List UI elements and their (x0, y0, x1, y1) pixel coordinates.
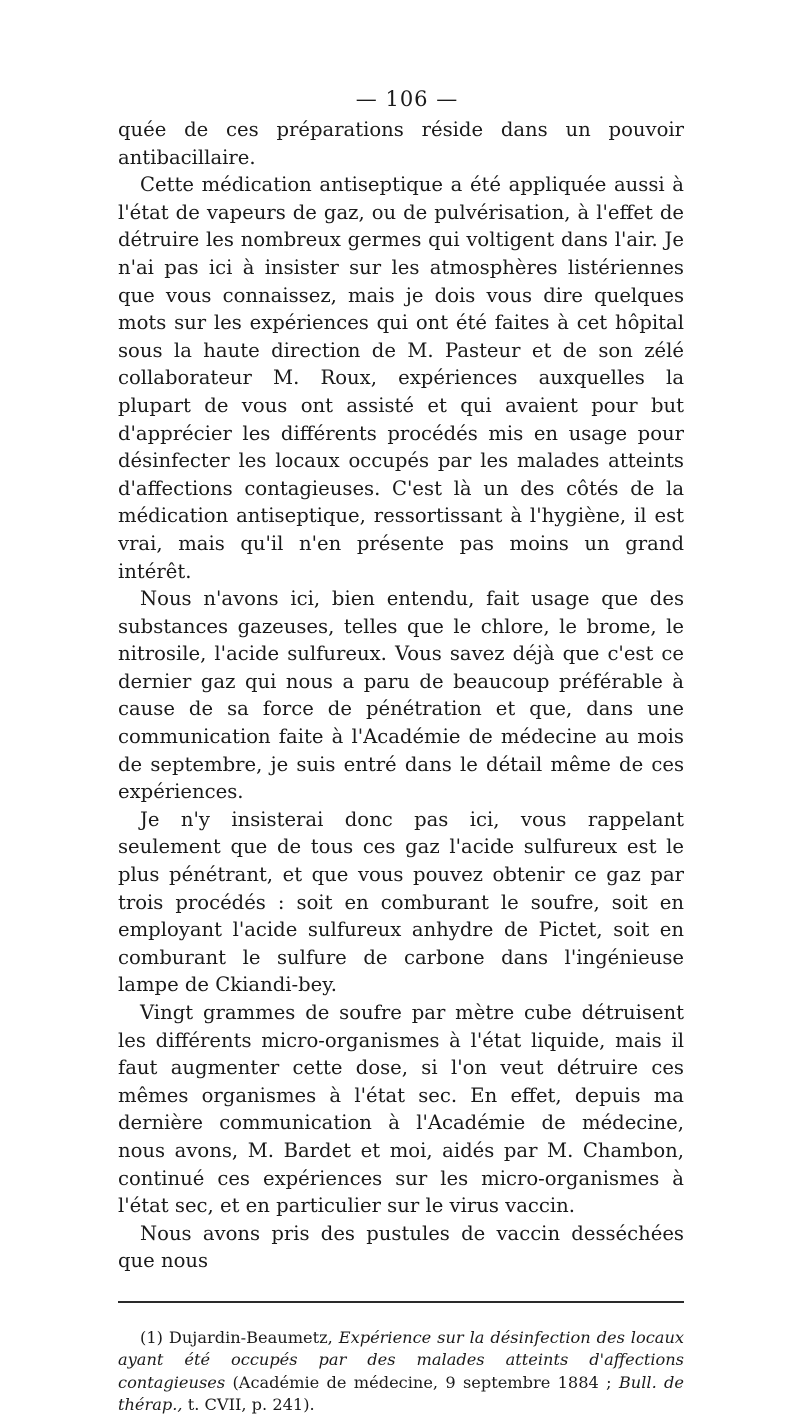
book-page (118, 82, 684, 1417)
footnote (118, 1327, 684, 1417)
paragraph: Cette médication antiseptique a été appliquée aussi à l'état de vapeurs de gaz, ou de pulvérisation, à l'effet de détruire les nombreux germes qui voltigent dans l'air. Je n'ai pas ici à insister sur les atmosphères listériennes que vous connaissez, mais je dois vous dire quelques mots sur les expériences qui ont été faites à cet hôpital sous la haute direction de M. Pasteur et de son zélé collaborateur M. Roux, expériences auxquelles la plupart de vous ont assisté et qui avaient pour but d'apprécier les différents procédés mis en usage pour désinfecter les locaux occupés par les malades atteints d'affections contagieuses. C'est là un des côtés de la médication antiseptique, ressortissant à l'hygiène, il est vrai, mais qu'il n'en présente pas moins un grand intérêt. (118, 173, 684, 583)
body-text (118, 116, 684, 1275)
footnote-reference: t. CVII, p. 241). (187, 1395, 315, 1415)
footnote-title: Expérience sur la désinfection des locaux ayant été occupés par des malades atteints d'affections contagieuses (118, 1327, 685, 1392)
footnote-source: (Académie de médecine, 9 septembre 1884 ; (232, 1372, 612, 1392)
paragraph: Nous avons pris des pustules de vaccin desséchées que nous (118, 1221, 684, 1273)
paragraph: Je n'y insisterai donc pas ici, vous rappelant seulement que de tous ces gaz l'acide sulfureux est le plus pénétrant, et que vous pouvez obtenir ce gaz par trois procédés : soit en comburant le soufre, soit en employant l'acide sulfureux anhydre de Pictet, soit en comburant le sulfure de carbone dans l'ingénieuse lampe de Ckiandi-bey. (118, 807, 684, 997)
paragraph: Vingt grammes de soufre par mètre cube détruisent les différents micro-organismes à l'état liquide, mais il faut augmenter cette dose, si l'on veut détruire ces mêmes organismes à l'état sec. En effet, depuis ma dernière communication à l'Académie de médecine, nous avons, M. Bardet et moi, aidés par M. Chambon, continué ces expériences sur les micro-organismes à l'état sec, et en particulier sur le virus vaccin. (118, 1001, 684, 1218)
paragraph-continuation: quée de ces préparations réside dans un pouvoir antibacillaire. (118, 118, 684, 169)
footnote-divider (118, 1301, 684, 1303)
footnote-journal: Bull. de thérap., (118, 1372, 684, 1415)
page-number: — 106 — (355, 87, 459, 111)
paragraph: Nous n'avons ici, bien entendu, fait usage que des substances gazeuses, telles que le chlore, le brome, le nitrosile, l'acide sulfureux. Vous savez déjà que c'est ce dernier gaz qui nous a paru de beaucoup préférable à cause de sa force de pénétration et que, dans une communication faite à l'Académie de médecine au mois de septembre, je suis entré dans le détail même de ces expériences. (118, 587, 684, 804)
footnote-author: Dujardin-Beaumetz, (168, 1327, 333, 1347)
footnote-marker: (1) (140, 1327, 163, 1347)
